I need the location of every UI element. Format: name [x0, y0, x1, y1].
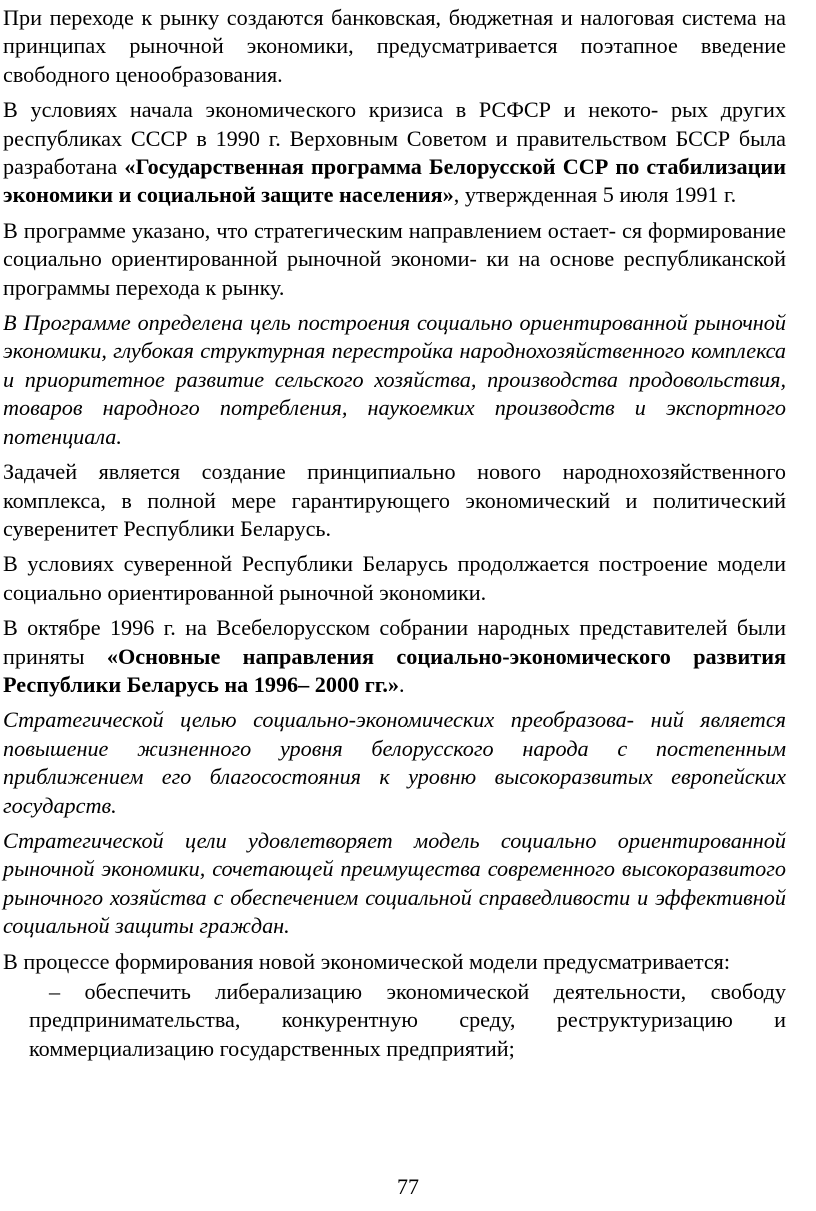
program-title-1991: «Государственная программа Белорусской ССР по стабилизации экономики и социальной защите населения»	[3, 154, 786, 208]
paragraph-text: , утвержденная 5 июля 1991 г.	[453, 182, 737, 208]
paragraph-market-transition	[3, 4, 786, 89]
paragraph-text: В Программе определена цель построения социально ориентированной рыночной экономики, глубокая структурная перестройка народнохозяйственного комплекса и приоритетное развитие сельского хозяйства, производства продовольствия, товаров народного потребления, наукоемких производств и экспортного потенциала.	[3, 310, 786, 449]
paragraph-text: Стратегической целью социально-экономических преобразова- ний является повышение жизненного уровня белорусского народа с постепенным приближением его благосостояния к уровню высокоразвитых европейских государств.	[3, 707, 786, 818]
list-item-text: – обеспечить либерализацию экономической деятельности, свободу предпринимательства, конкурентную среду, реструктуризацию и коммерциализацию государственных предприятий;	[29, 979, 786, 1061]
paragraph-text: При переходе к рынку создаются банковская, бюджетная и налоговая система на принципах рыночной экономики, предусматривается поэтапное введение свободного ценообразования.	[3, 5, 786, 87]
paragraph-text: .	[399, 671, 405, 697]
paragraph-state-program-1991	[3, 96, 786, 210]
paragraph-formation-process	[3, 948, 786, 976]
paragraph-text: В процессе формирования новой экономической модели предусматривается:	[3, 948, 731, 974]
list-item-liberalization	[3, 978, 786, 1063]
paragraph-strategic-goal	[3, 706, 786, 820]
paragraph-economic-model	[3, 827, 786, 941]
paragraph-text: В условиях начала экономического кризиса в РСФСР и некото- рых других республиках СССР в 1990 г. Верховным Советом и правительством БССР была разработана	[3, 97, 786, 180]
paragraph-task	[3, 458, 786, 543]
paragraph-assembly-1996	[3, 614, 786, 699]
program-title-1996: «Основные направления социально-экономического развития Республики Беларусь на 1996– 2000 гг.»	[3, 643, 786, 697]
page-number: 77	[397, 1174, 419, 1199]
paragraph-text: В октябре 1996 г. на Всебелорусском собрании народных представителей были приняты	[3, 615, 786, 669]
paragraph-text: Задачей является создание принципиально нового народнохозяйственного комплекса, в полной мере гарантирующего экономический и политический суверенитет Республики Беларусь.	[3, 459, 786, 541]
paragraph-text: В программе указано, что стратегическим направлением остает- ся формирование социально ориентированной рыночной экономи- ки на основе республиканской программы перехода к рынку.	[3, 217, 786, 300]
paragraph-program-goal	[3, 309, 786, 451]
paragraph-strategic-direction	[3, 217, 786, 302]
paragraph-sovereign-republic	[3, 550, 786, 607]
paragraph-text: Стратегической цели удовлетворяет модель социально ориентированной рыночной экономики, сочетающей преимущества современного высокоразвитого рыночного хозяйства с обеспечением социальной справедливости и эффективной социальной защиты граждан.	[3, 827, 786, 939]
paragraph-text: В условиях суверенной Республики Беларусь продолжается построение модели социально ориентированной рыночной экономики.	[3, 551, 786, 605]
